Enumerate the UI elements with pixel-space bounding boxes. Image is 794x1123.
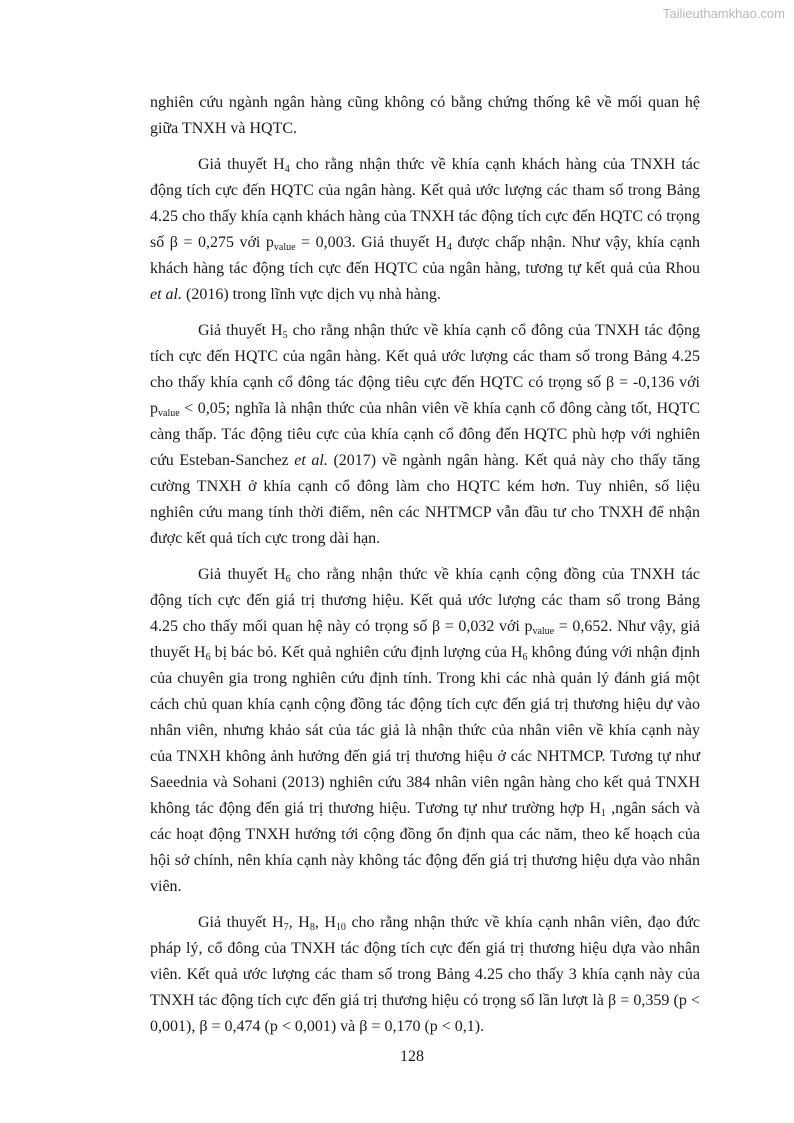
paragraph-2 [150, 152, 700, 308]
text: Giả thuyết H [198, 566, 286, 583]
text: không đúng với nhận định của chuyên gia trong nghiên cứu định tính. Trong khi các nhà quản lý đánh giá một cách chủ quan khía cạnh cộng đồng tác động tích cực đến giá trị thương hiệu dự vào nhân viên, nhưng khảo sát của tác giả là nhận thức của nhân viên về khía cạnh này của TNXH không ảnh hưởng đến giá trị thương hiệu ở các NHTMCP. Tương tự như Saeednia và Sohani (2013) nghiên cứu 384 nhân viên ngân hàng cho kết quả TNXH không tác động đến giá trị thương hiệu. Tương tự như trường hợp H [150, 644, 701, 817]
subscript: value [273, 242, 296, 253]
subscript: 10 [335, 922, 346, 933]
text: được chấp nhận. Như vậy, khía cạnh khách hàng tác động tích cực đến HQTC của ngân hàng, tương tự kết quả của Rhou [150, 234, 701, 277]
text: nghiên cứu ngành ngân hàng cũng không có bằng chứng thống kê về mối quan hệ giữa TNXH và HQTC. [150, 94, 700, 137]
page-number: 128 [400, 1048, 424, 1065]
text: cho rằng nhận thức về khía cạnh cộng đồng của TNXH tác động tích cực đến giá trị thương hiệu. Kết quả ước lượng các tham số trong Bảng 4.25 cho thấy mối quan hệ này có trọng số β = 0,032 với p [150, 566, 700, 635]
italic-text: et al. [150, 286, 182, 303]
document-body [150, 90, 700, 1050]
subscript: 4 [284, 164, 290, 175]
subscript: value [532, 626, 555, 637]
paragraph-3 [150, 318, 700, 552]
text: ,ngân sách và các hoạt động TNXH hướng tới cộng đồng ổn định qua các năm, theo kế hoạch của hội sở chính, nên khía cạnh này không tác động đến giá trị thương hiệu dựa vào nhân viên. [150, 800, 701, 895]
text: = 0,003. Giả thuyết H [295, 234, 447, 251]
text: cho rằng nhận thức về khía cạnh cổ đông của TNXH tác động tích cực đến HQTC của ngân hàng. Kết quả ước lượng các tham số trong Bảng 4.25 cho thấy khía cạnh cổ đông tác động tiêu cực đến HQTC có trọng số β = -0,136 với p [150, 322, 700, 417]
text: Giả thuyết H [198, 322, 283, 339]
text: cho rằng nhận thức về khía cạnh nhân viên, đạo đức pháp lý, cổ đông của TNXH tác động tích cực đến giá trị thương hiệu dựa vào nhân viên. Kết quả ước lượng các tham số trong Bảng 4.25 cho thấy 3 khía cạnh này của TNXH tác động tích cực đến giá trị thương hiệu có trọng số lần lượt là β = 0,359 (p < 0,001), β = 0,474 (p < 0,001) và β = 0,170 (p < 0,1). [150, 914, 700, 1035]
text: , H [288, 914, 310, 931]
subscript: 7 [283, 922, 289, 933]
text: Giả thuyết H [198, 156, 285, 173]
watermark: Tailieuthamkhao.com [662, 6, 785, 21]
subscript: 6 [522, 652, 528, 663]
subscript: 5 [282, 330, 288, 341]
subscript: 6 [285, 574, 291, 585]
text: (2017) về ngành ngân hàng. Kết quả này cho thấy tăng cường TNXH ở khía cạnh cổ đông làm cho HQTC kém hơn. Tuy nhiên, số liệu nghiên cứu mang tính thời điểm, nên các NHTMCP vẫn đầu tư cho TNXH để nhận được kết quả tích cực trong dài hạn. [150, 452, 701, 547]
paragraph-4 [150, 562, 700, 900]
subscript: 4 [446, 242, 452, 253]
subscript: 1 [600, 808, 606, 819]
subscript: 8 [309, 922, 315, 933]
subscript: 6 [205, 652, 211, 663]
italic-text: et al. [294, 452, 328, 469]
text: cho rằng nhận thức về khía cạnh khách hàng của TNXH tác động tích cực đến HQTC của ngân hàng. Kết quả ước lượng các tham số trong Bảng 4.25 cho thấy khía cạnh khách hàng của TNXH tác động tích cực đến HQTC có trọng số β = 0,275 với p [150, 156, 700, 251]
text: bị bác bỏ. Kết quả nghiên cứu định lượng của H [210, 644, 523, 661]
text: , H [314, 914, 336, 931]
text: Giả thuyết H [198, 914, 284, 931]
text: (2016) trong lĩnh vực dịch vụ nhà hàng. [182, 286, 441, 303]
text: < 0,05; nghĩa là nhận thức của nhân viên về khía cạnh cổ đông càng tốt, HQTC càng thấp. Tác động tiêu cực của khía cạnh cổ đông đến HQTC phù hợp với nghiên cứu Esteban-Sanchez [150, 400, 700, 469]
paragraph-5 [150, 910, 700, 1040]
subscript: value [158, 408, 180, 419]
text: = 0,652. Như vậy, giả thuyết H [150, 618, 701, 661]
paragraph-1 [150, 90, 700, 142]
